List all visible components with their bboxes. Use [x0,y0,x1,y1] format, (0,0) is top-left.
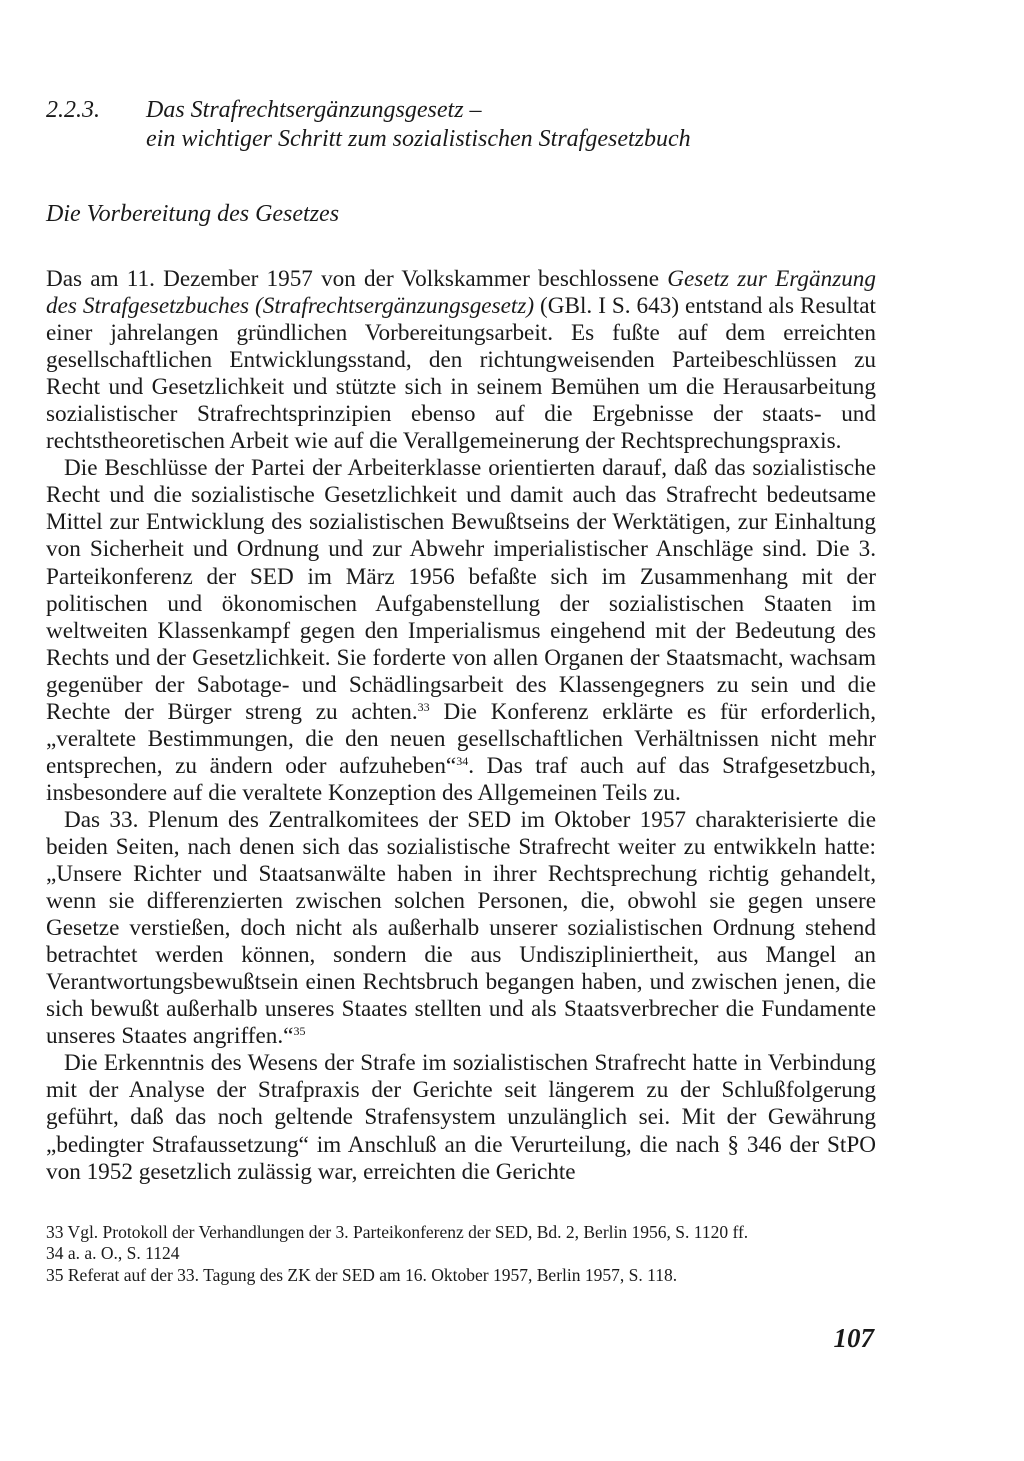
paragraph-1-text-end: (GBl. I S. 643) entstand als Resultat einer jahrelangen gründlichen Vorbereitungsarbeit. Es fußte auf dem erreichten gesellschaftlichen Entwicklungsstand, den richtungweisenden Parteibeschlüssen zu Recht und Gesetzlichkeit und stützte sich in seinem Bemühen um die Herausarbeitung sozialistischer Strafrechtsprinzipien ebenso auf die Ergebnisse der staats- und rechtstheoretischen Arbeit wie auf die Verallgemeinerung der Rechtsprechungspraxis. [46,293,876,455]
paragraph-3 [46,807,876,1050]
paragraph-4-text: Die Erkenntnis des Wesens der Strafe im sozialistischen Strafrecht hatte in Verbindung mit der Analyse der Strafpraxis der Gerichte seit längerem zu der Schlußfolgerung geführt, daß das noch geltende Strafensystem unzulänglich sei. Mit der Gewährung „bedingter Strafaussetzung“ im Anschluß an die Verurteilung, die nach § 346 der StPO von 1952 gesetzlich zulässig war, erreichten die Gerichte [46,1050,876,1185]
paragraph-1 [46,266,876,455]
section-title [146,96,876,154]
section-heading [46,96,876,154]
paragraph-2-text-end: . Das traf auch auf das Strafgesetzbuch, insbesondere auf die veraltete Konzeption des Allgemeinen Teils zu. [46,752,876,806]
footnotes [46,1222,876,1287]
law-title: Gesetz zur Ergänzung des Strafgesetzbuches (Strafrechtsergänzungsgesetz) [46,266,876,320]
paragraph-2-text-start: Die Beschlüsse der Partei der Arbeiterklasse orientierten darauf, daß das sozialistische Recht und die sozialistische Gesetzlichkeit und damit auch das Strafrecht bedeutsame Mittel zur Entwicklung des sozialistischen Bewußtseins der Werktätigen, zur Einhaltung von Sicherheit und Ordnung und zur Abwehr imperialistischer Anschläge sind. Die 3. Parteikonferenz der SED im März 1956 befaßte sich im Zusammenhang mit der politischen und ökonomischen Aufgabenstellung der sozialistischen Staaten im weltweiten Klassenkampf gegen den Imperialismus eingehend mit der Bedeutung des Rechts und der Gesetzlichkeit. Sie forderte von allen Organen der Staatsmacht, wachsam gegenüber der Sabotage- und Schädlingsarbeit des Klassengegners zu sein und die Rechte der Bürger streng zu achten. [46,455,876,725]
paragraph-4 [46,1050,876,1185]
paragraph-2-text-middle: Die Konferenz erklärte es für erforderlich, „veraltete Bestimmungen, die den neuen gesellschaftlichen Verhältnissen nicht mehr entsprechen, zu ändern oder aufzuheben“ [46,698,876,779]
footnote-34: 34 a. a. O., S. 1124 [46,1243,180,1264]
section-title-line-2: ein wichtiger Schritt zum sozialistischen Strafgesetzbuch [146,126,691,152]
subsection-heading: Die Vorbereitung des Gesetzes [46,201,340,227]
page-content [46,96,876,1286]
paragraph-1-text-start: Das am 11. Dezember 1957 von der Volkskammer beschlossene [46,266,668,292]
page-number: 107 [833,1323,874,1353]
paragraph-2 [46,455,876,807]
footnote-35: 35 Referat auf der 33. Tagung des ZK der SED am 16. Oktober 1957, Berlin 1957, S. 118. [46,1264,678,1285]
footnote-ref-33: 33 [417,699,430,714]
footnote-ref-34: 34 [456,753,469,768]
footnote-ref-35: 35 [293,1024,306,1039]
footnote-33: 33 Vgl. Protokoll der Verhandlungen der 3. Parteikonferenz der SED, Bd. 2, Berlin 1956, S. 1120 ff. [46,1221,749,1242]
section-number: 2.2.3. [46,97,100,123]
paragraph-3-text: Das 33. Plenum des Zentralkomitees der SED im Oktober 1957 charakterisierte die beiden Seiten, nach denen sich das sozialistische Strafrecht weiter zu entwikkeln hatte: „Unsere Richter und Staatsanwälte haben in ihrer Rechtsprechung richtig gehandelt, wenn sie differenzierten zwischen solchen Personen, die, obwohl sie gegen unsere Gesetze verstießen, doch nicht als außerhalb unserer sozialistischen Ordnung stehend betrachtet werden können, sondern die aus Undiszipliniertheit, aus Mangel an Verantwortungsbewußtsein einen Rechtsbruch begangen haben, und zwischen jenen, die sich bewußt außerhalb unseres Staates stellten und als Staatsverbrecher die Fundamente unseres Staates angriffen.“ [46,806,876,1050]
body-text [46,266,876,1186]
section-title-line-1: Das Strafrechtsergänzungsgesetz – [146,97,482,123]
